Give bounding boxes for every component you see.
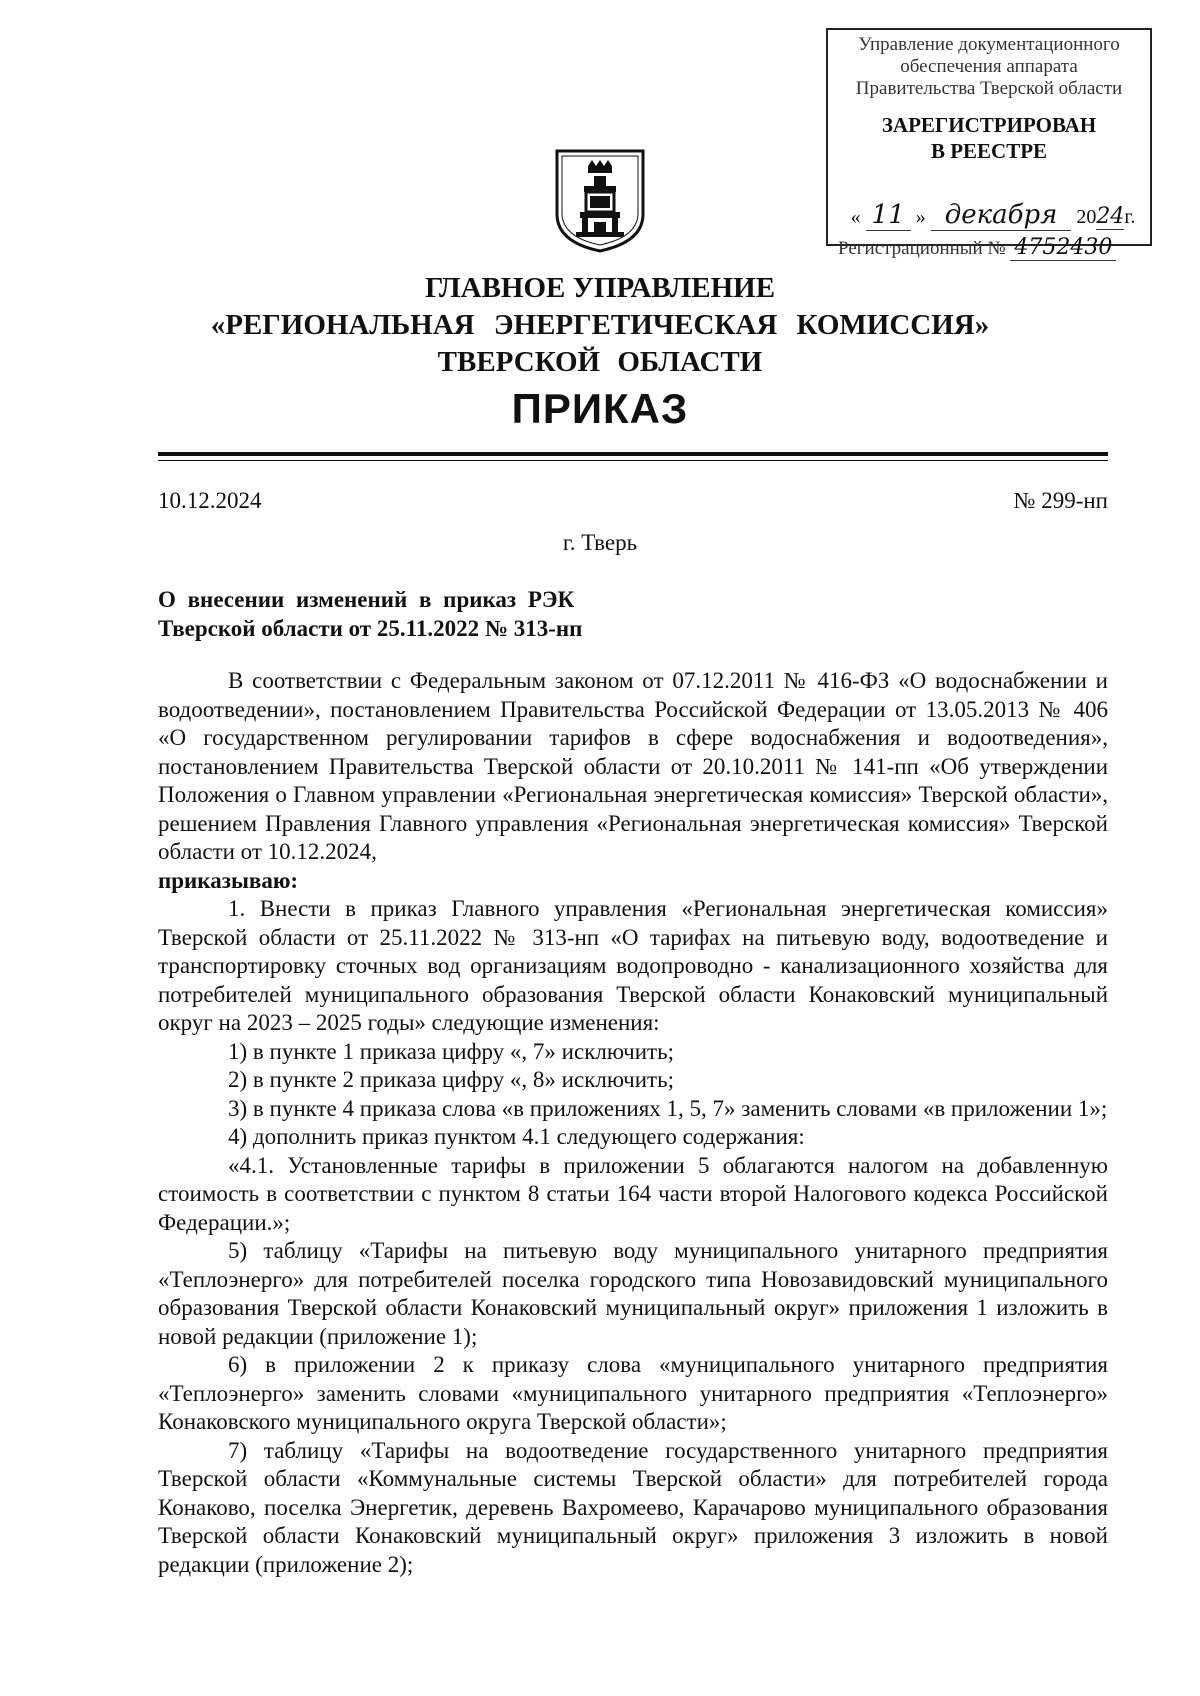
org-line-1: ГЛАВНОЕ УПРАВЛЕНИЕ [424, 272, 776, 304]
registration-stamp [826, 28, 1152, 260]
org-line-3: ТВЕРСКОЙ ОБЛАСТИ [437, 346, 763, 378]
paragraph-subitem-4: 4) дополнить приказ пунктом 4.1 следующего содержания: [228, 1124, 805, 1149]
stamp-date-open: « [850, 206, 861, 228]
stamp-registered-1: ЗАРЕГИСТРИРОВАН [881, 113, 1097, 137]
paragraph-subitem-5: 5) таблицу «Тарифы на питьевую воду муниципального унитарного предприятия «Теплоэнерго» для потребителей поселка городского типа Новозавидовский муниципального образования Тверской области Конаковский муниципальный округ» приложения 1 изложить в новой редакции (приложение 1); [158, 1238, 1108, 1349]
document-date: 10.12.2024 [158, 488, 262, 513]
paragraph-preamble: В соответствии с Федеральным законом от 07.12.2011 № 416-ФЗ «О водоснабжении и водоотведении», постановлением Правительства Российской Федерации от 13.05.2013 № 406 «О государственном регулировании тарифов в сфере водоснабжения и водоотведения», постановлением Правительства Тверской области от 20.10.2011 № 141-пп «Об утверждении Положения о Главном управлении «Региональная энергетическая комиссия» Тверской области», решением Правления Главного управления «Региональная энергетическая комиссия» Тверской области от 10.12.2024, [158, 668, 1108, 864]
header-divider-thin [158, 460, 1108, 461]
document-city: г. Тверь [562, 530, 638, 555]
paragraph-subitem-1: 1) в пункте 1 приказа цифру «, 7» исключить; [228, 1038, 674, 1064]
stamp-day: 11 [866, 200, 911, 231]
stamp-year-prefix: 20 [1076, 206, 1097, 228]
order-word: приказываю: [158, 867, 299, 893]
document-subject [158, 585, 582, 643]
stamp-registered-2: В РЕЕСТРЕ [930, 139, 1048, 163]
coat-of-arms-icon [554, 148, 646, 254]
org-line-2: «РЕГИОНАЛЬНАЯ ЭНЕРГЕТИЧЕСКАЯ КОМИССИЯ» [210, 309, 990, 341]
paragraph-item-1: 1. Внести в приказ Главного управления «Региональная энергетическая комиссия» Тверской области от 25.11.2022 № 313-нп «О тарифах на питьевую воду, водоотведение и транспортировку сточных вод организациям водопроводно - канализационного хозяйства для потребителей муниципального образования Тверской области Конаковский муниципальный округ на 2023 – 2025 годы» следующие изменения: [158, 896, 1108, 1035]
stamp-line-3: Правительства Тверской области [855, 78, 1123, 99]
paragraph-subitem-7: 7) таблицу «Тарифы на водоотведение государственного унитарного предприятия Тверской области «Коммунальные системы Тверской области» для потребителей города Конаково, поселка Энергетик, деревень Вахромеево, Карачарово муниципального образования Тверской области Конаковский муниципальный округ» приложения 3 изложить в новой редакции (приложение 2); [158, 1437, 1108, 1577]
stamp-year-suffix: 24 [1096, 204, 1125, 229]
stamp-reg-label: Регистрационный № [838, 238, 1006, 259]
paragraph-subitem-3: 3) в пункте 4 приказа слова «в приложениях 1, 5, 7» заменить словами «в приложении 1»; [228, 1095, 1108, 1121]
stamp-year-end: г. [1124, 206, 1136, 228]
stamp-month: декабря [931, 200, 1072, 231]
stamp-date-mid: » [915, 206, 926, 228]
subject-line-2: Тверской области от 25.11.2022 № 313-нп [158, 616, 583, 641]
paragraph-subitem-6: 6) в приложении 2 к приказу слова «муниципального унитарного предприятия «Теплоэнерго» заменить словами «муниципального унитарного предприятия «Теплоэнерго» Конаковского муниципального округа Тверской области»; [158, 1352, 1108, 1434]
paragraph-subitem-2: 2) в пункте 2 приказа цифру «, 8» исключить; [228, 1067, 674, 1092]
stamp-line-1: Управление документационного [858, 34, 1120, 55]
stamp-line-2: обеспечения аппарата [900, 56, 1078, 77]
document-number: № 299-нп [1013, 488, 1108, 513]
paragraph-subitem-4-1: «4.1. Установленные тарифы в приложении 5 облагаются налогом на добавленную стоимость в соответствии с пунктом 8 статьи 164 части второй Налогового кодекса Российской Федерации.»; [158, 1152, 1108, 1235]
organization-header [0, 270, 1200, 381]
document-title: ПРИКАЗ [511, 385, 689, 432]
header-divider-thick [158, 452, 1108, 456]
stamp-reg-number-row [838, 235, 1148, 265]
stamp-date [838, 200, 1148, 232]
stamp-reg-number: 4752430 [1010, 235, 1116, 261]
subject-line-1: О внесении изменений в приказ РЭК [158, 587, 575, 612]
document-body [158, 667, 1108, 1579]
